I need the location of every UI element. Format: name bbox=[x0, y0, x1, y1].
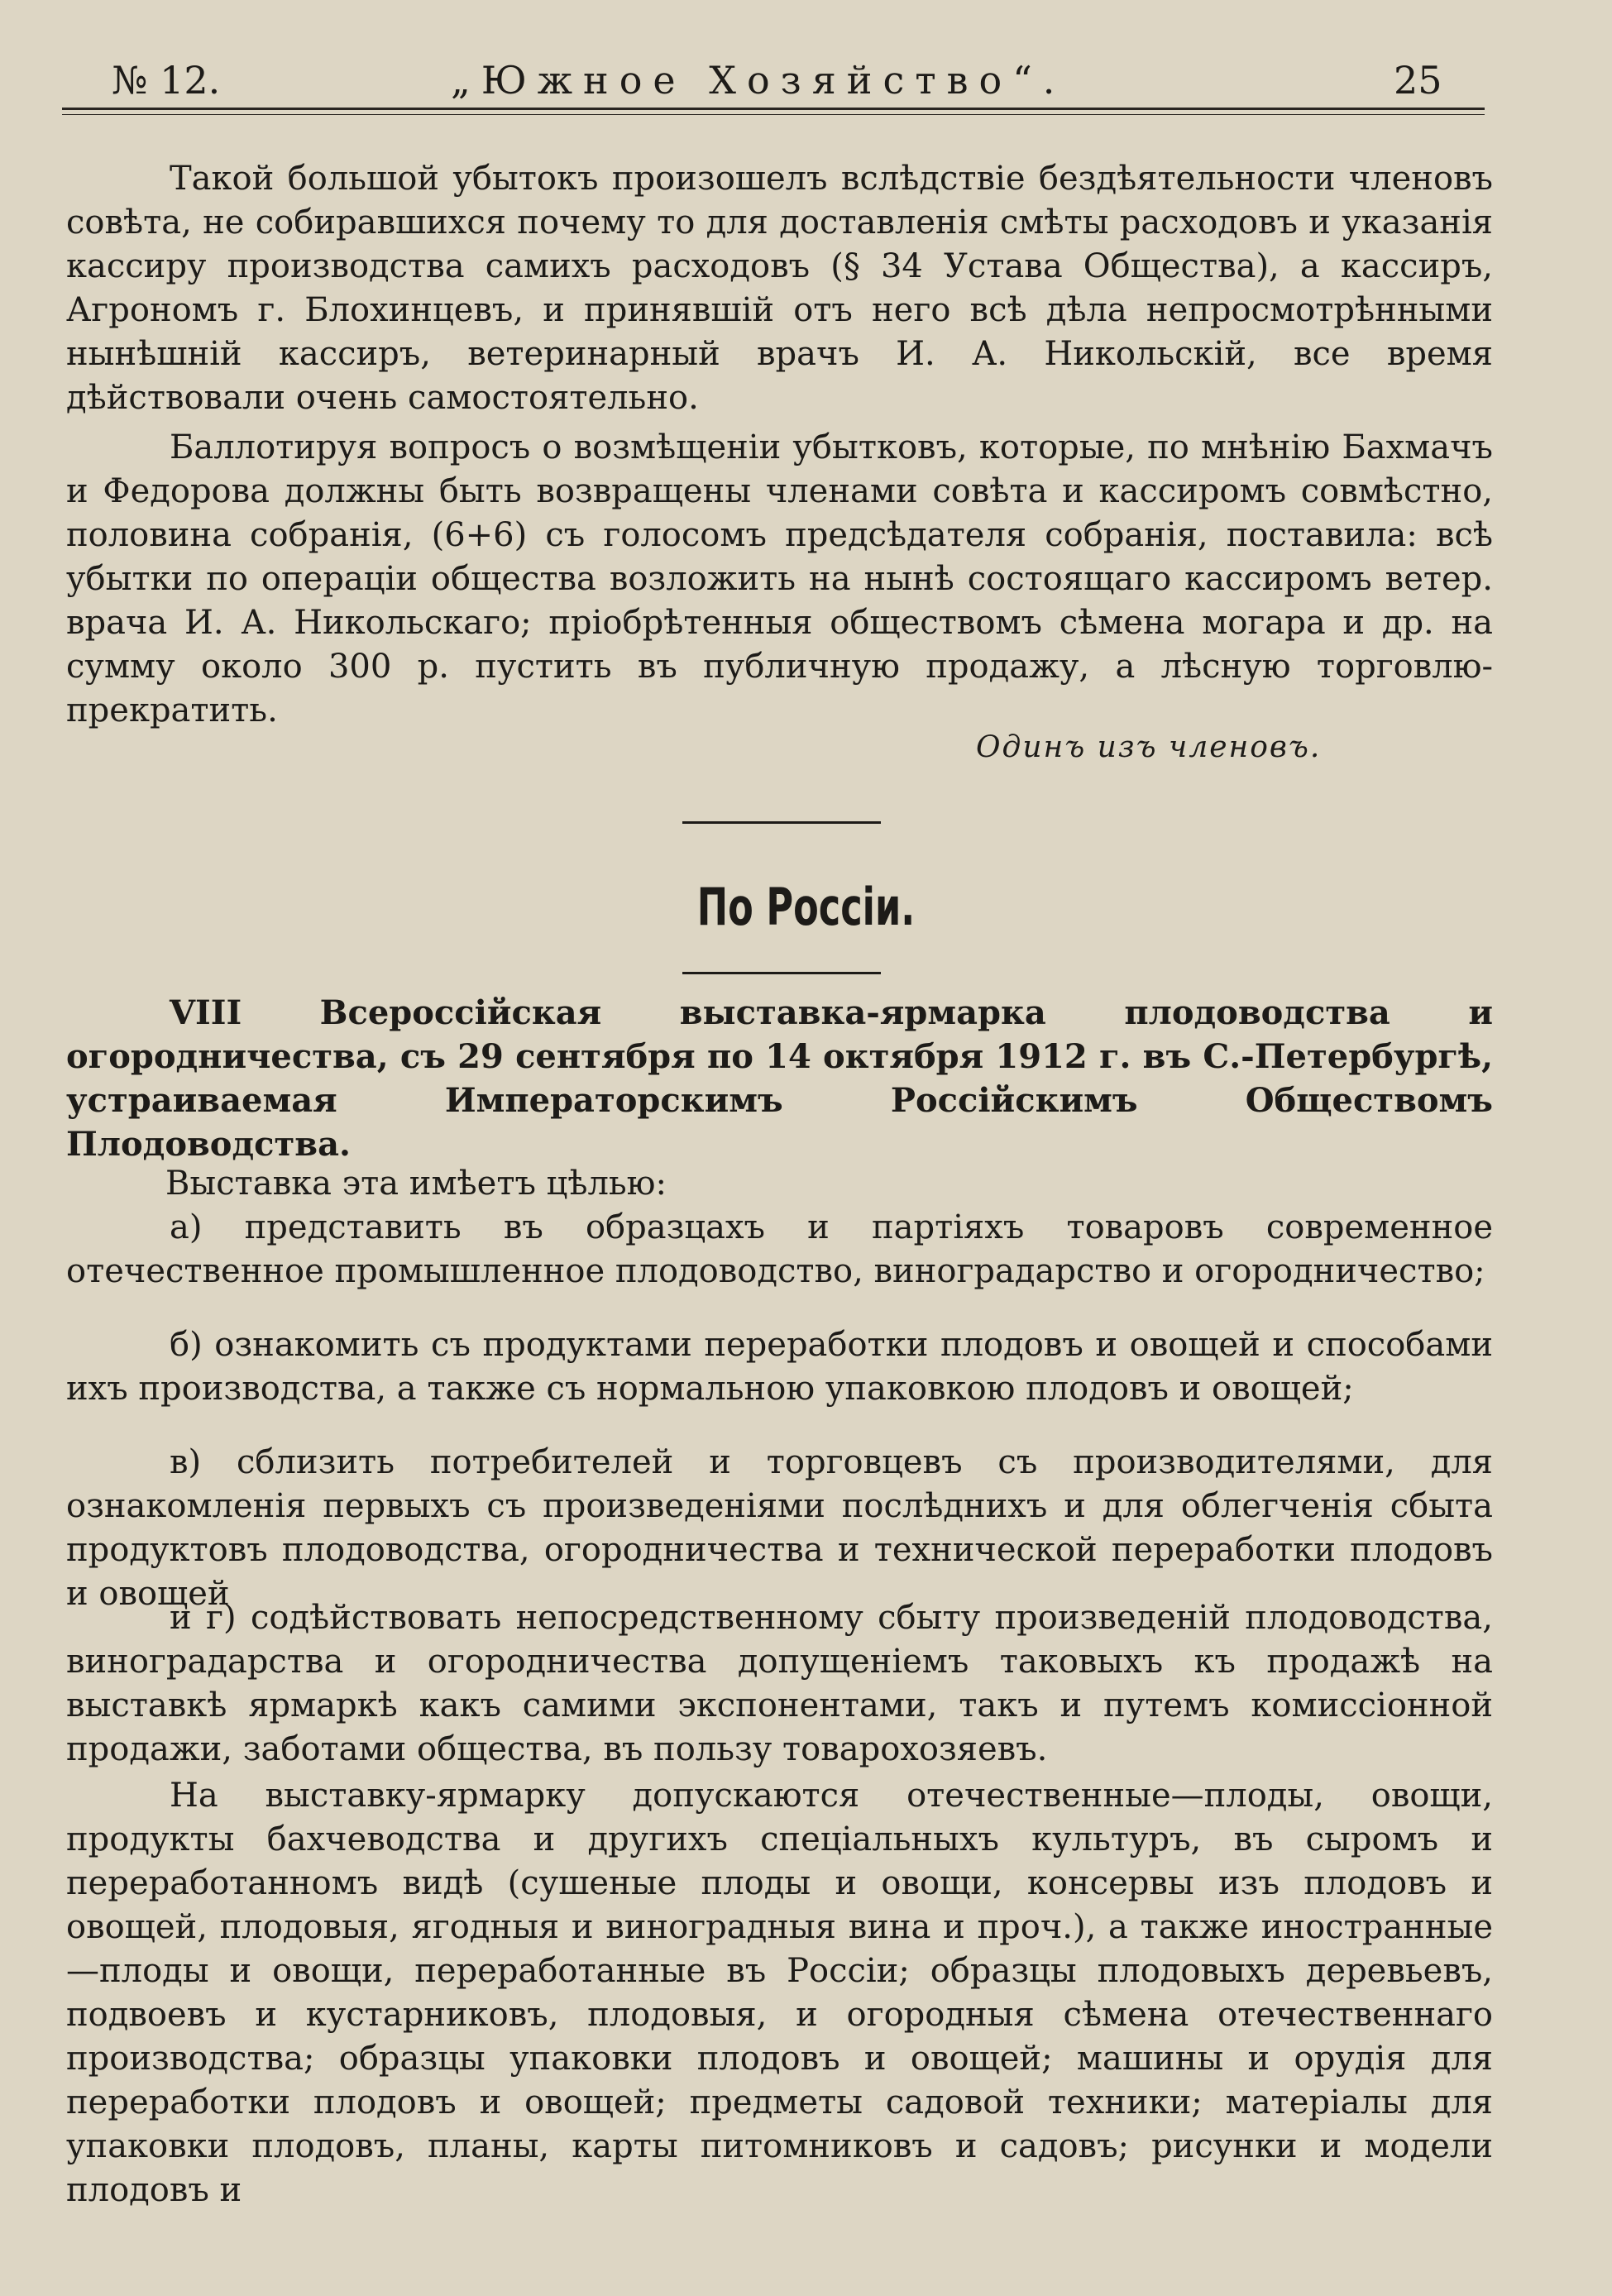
journal-title: „Южное Хозяйство“. bbox=[451, 58, 1066, 103]
page-number: 25 bbox=[1394, 58, 1442, 103]
header-rule-thin bbox=[62, 114, 1485, 115]
section-heading: По Россіи. bbox=[696, 877, 916, 937]
exhibition-title: VIII Всероссійская выставка-ярмарка плодоводства и огородничества, съ 29 сентября по 14 октября 1912 г. въ С.-Петербургѣ, устраиваемая Императорскимъ Россійскимъ Обществомъ Плодоводства. bbox=[66, 993, 1493, 1164]
purpose-intro: Выставка эта имѣетъ цѣлью: bbox=[165, 1165, 667, 1203]
article-paragraph-2: Баллотируя вопросъ о возмѣщеніи убытковъ, которые, по мнѣнію Бахмачъ и Федорова должны быть возвращены членами совѣта и кассиромъ совмѣстно, половина собранія, (6+6) съ голосомъ предсѣдателя собранія, поставила: всѣ убытки по операціи общества возложить на нынѣ состоящаго кассиромъ ветер. врача И. А. Никольскаго; пріобрѣтенныя обществомъ сѣмена могара и др. на сумму около 300 р. пустить въ публичную продажу, а лѣсную торговлю-прекратить. bbox=[66, 428, 1493, 729]
admission-paragraph: На выставку-ярмарку допускаются отечественные—плоды, овощи, продукты бахчеводства и другихъ спеціальныхъ культуръ, въ сыромъ и переработанномъ видѣ (сушеные плоды и овощи, консервы изъ плодовъ и овощей, плодовыя, ягодныя и виноградныя вина и проч.), а также иностранные—плоды и овощи, переработанные въ Россіи; образцы плодовыхъ деревьевъ, подвоевъ и кустарниковъ, плодовыя, и огородныя сѣмена отечественнаго производства; образцы упаковки плодовъ и овощей; машины и орудія для переработки плодовъ и овощей; предметы садовой техники; матеріалы для упаковки плодовъ, планы, карты питомниковъ и садовъ; рисунки и модели плодовъ и bbox=[66, 1777, 1493, 2209]
section-divider-bottom bbox=[682, 972, 881, 974]
purpose-item-b: б) ознакомить съ продуктами переработки плодовъ и овощей и способами ихъ производства, а также съ нормальною упаковкою плодовъ и овощей; bbox=[66, 1326, 1493, 1408]
article-signature: Одинъ изъ членовъ. bbox=[976, 730, 1322, 764]
section-divider-top bbox=[682, 821, 881, 824]
purpose-item-a: а) представить въ образцахъ и партіяхъ товаровъ современное отечественное промышленное плодоводство, виноградарство и огородничество; bbox=[66, 1208, 1493, 1290]
purpose-item-c: в) сблизить потребителей и торговцевъ съ производителями, для ознакомленія первыхъ съ произведеніями послѣднихъ и для облегченія сбыта продуктовъ плодоводства, огородничества и технической переработки плодовъ и овощей bbox=[66, 1443, 1493, 1613]
purpose-item-d: и г) содѣйствовать непосредственному сбыту произведеній плодоводства, виноградарства и огородничества допущеніемъ таковыхъ къ продажѣ на выставкѣ ярмаркѣ какъ самими экспонентами, такъ и путемъ комиссіонной продажи, заботами общества, въ пользу товарохозяевъ. bbox=[66, 1599, 1493, 1768]
issue-number: № 12. bbox=[112, 58, 221, 103]
header-rule-thick bbox=[62, 108, 1485, 110]
article-paragraph-1: Такой большой убытокъ произошелъ вслѣдствіе бездѣятельности членовъ совѣта, не собиравшихся почему то для доставленія смѣты расходовъ и указанія кассиру производства самихъ расходовъ (§ 34 Устава Общества), а кассиръ, Агрономъ г. Блохинцевъ, и принявшій отъ него всѣ дѣла непросмотрѣнными нынѣшній кассиръ, ветеринарный врачъ И. А. Никольскій, все время дѣйствовали очень самостоятельно. bbox=[66, 160, 1493, 417]
